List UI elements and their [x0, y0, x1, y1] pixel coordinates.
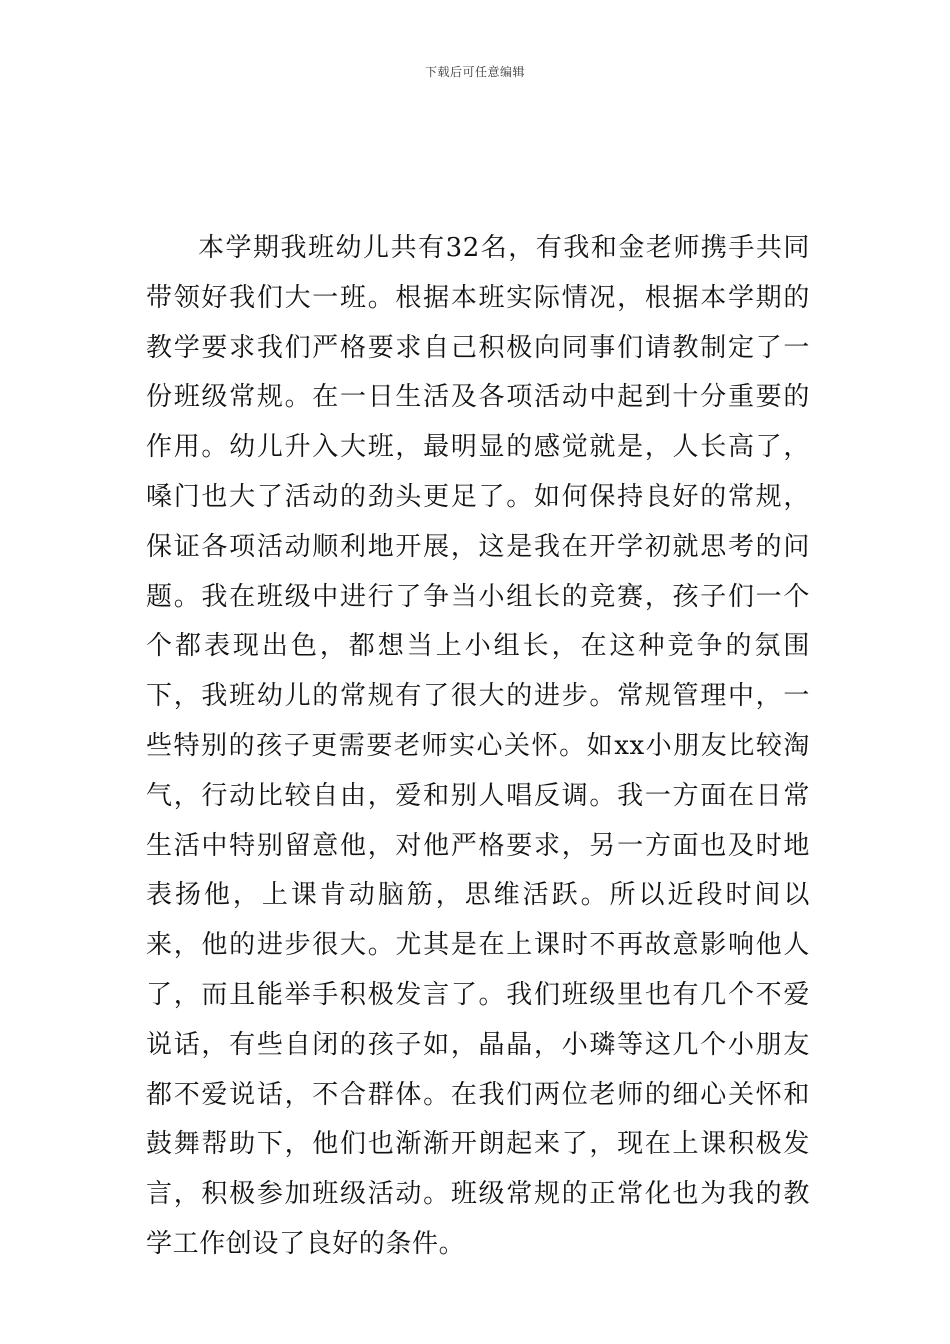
page-header: 下载后可任意编辑 [424, 65, 525, 79]
body-paragraph: 本学期我班幼儿共有32名，有我和金老师携手共同带领好我们大一班。根据本班实际情况，根据本学期的教学要求我们严格要求自己积极向同事们请教制定了一份班级常规。在一日生活及各项活动中起到十分重要的作用。幼儿升入大班，最明显的感觉就是，人长高了，嗓门也大了活动的劲头更足了。如何保持良好的常规，保证各项活动顺利地开展，这是我在开学初就思考的问题。我在班级中进行了争当小组长的竞赛，孩子们一个个都表现出色，都想当上小组长，在这种竞争的氛围下，我班幼儿的常规有了很大的进步。常规管理中，一些特别的孩子更需要老师实心关怀。如xx小朋友比较淘气，行动比较自由，爱和别人唱反调。我一方面在日常生活中特别留意他，对他严格要求，另一方面也及时地表扬他，上课肯动脑筋，思维活跃。所以近段时间以来，他的进步很大。尤其是在上课时不再故意影响他人了，而且能举手积极发言了。我们班级里也有几个不爱说话，有些自闭的孩子如，晶晶，小璘等这几个小朋友都不爱说话，不合群体。在我们两位老师的细心关怀和鼓舞帮助下，他们也渐渐开朗起来了，现在上课积极发言，积极参加班级活动。班级常规的正常化也为我的教学工作创设了良好的条件。 [146, 233, 810, 1259]
